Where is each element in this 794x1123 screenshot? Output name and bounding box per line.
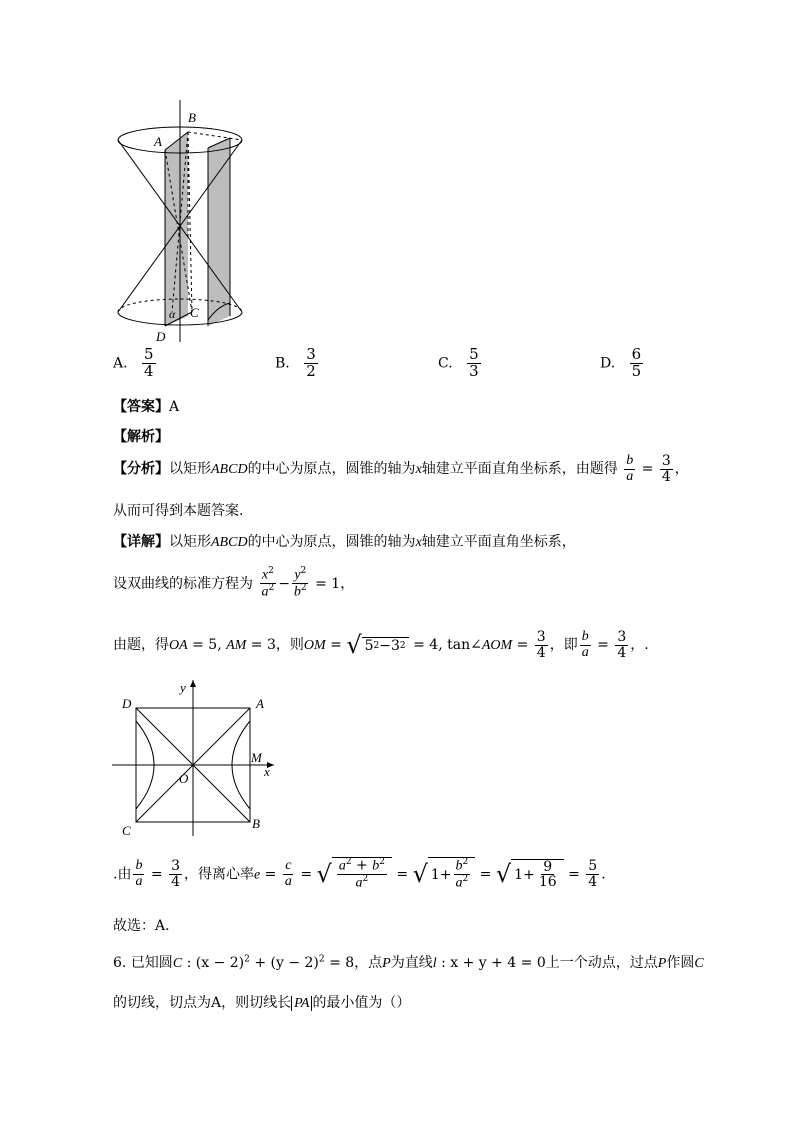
fenxi-line2: 从而可得到本题答案. xyxy=(113,503,244,519)
option-a: A. $\frac{5}{4}$ xyxy=(113,345,154,380)
label-A2: A xyxy=(256,696,264,711)
conclusion-line: 故选：A. xyxy=(113,918,170,934)
label-D2: D xyxy=(122,696,132,711)
answer-line: 【答案】A xyxy=(113,399,180,415)
label-B: B xyxy=(188,110,196,125)
ecc-line: .由 $\frac{b}{a}$ = $\frac{3}{4}$ ，得离心率e = $\frac{c}{a}$ = √ $\frac{a^2 + b^2}{a^2}$ = √ 1+ $\frac{b^2}{a^2}$ = √ 1+ $\frac{9}{16}$ = $\frac{5}{4}$ . xyxy=(113,857,606,891)
label-B2: B xyxy=(252,816,260,831)
analysis-tag: 【解析】 xyxy=(113,429,169,445)
label-M: M xyxy=(251,750,262,765)
label-C: C xyxy=(190,305,199,320)
q6-line1: 6. 已知圆C : $(x - 2)^2 + (y - 2)^2 = 8$，点P为直线l : x + y + 4 = 0上一个动点，过点P作圆C xyxy=(113,954,704,971)
label-x: x xyxy=(264,764,270,779)
q6-line2: 的切线，切点为A，则切线长 PA 的最小值为（） xyxy=(113,995,411,1011)
given-line: 由题，得OA = 5, AM = 3，则OM = √ 5 2 − 3 2 = 4, tan∠AOM = $\frac{3}{4}$ ，即 $\frac{b}{a}$ = $\frac{3}{4}$ ，. xyxy=(113,629,649,661)
label-y: y xyxy=(180,680,186,695)
label-alpha: α xyxy=(169,307,176,321)
label-C2: C xyxy=(122,823,131,838)
label-A: A xyxy=(154,134,162,149)
label-D: D xyxy=(156,329,166,344)
label-O: O xyxy=(179,771,189,786)
option-d: D. $\frac{6}{5}$ xyxy=(600,345,642,380)
option-b: B. $\frac{3}{2}$ xyxy=(275,345,316,380)
square-figure xyxy=(112,676,282,838)
hyperbola-line: 设双曲线的标准方程为 $\frac{x^2}{a^2}$ − $\frac{y^2}{b^2}$ = 1， xyxy=(113,566,355,600)
xiangjie-line: 【详解】以矩形ABCD的中心为原点，圆锥的轴为x轴建立平面直角坐标系， xyxy=(113,534,576,550)
fenxi-line: 【分析】以矩形ABCD的中心为原点，圆锥的轴为x轴建立平面直角坐标系，由题得 $\frac{b}{a}$ = $\frac{3}{4}$ ， xyxy=(113,453,689,485)
cone-figure xyxy=(110,98,250,344)
option-c: C. $\frac{5}{3}$ xyxy=(438,345,479,380)
